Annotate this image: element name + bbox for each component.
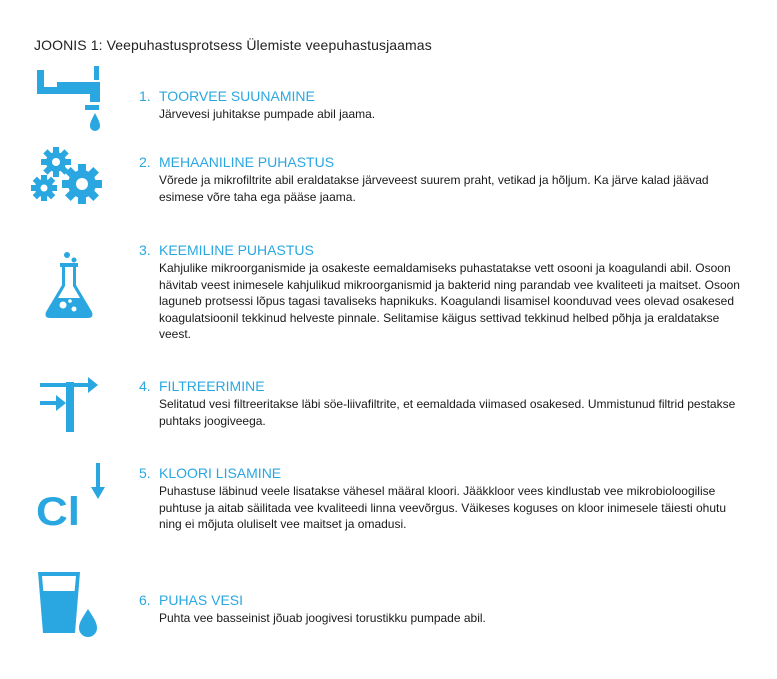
water-glass-icon (30, 569, 110, 649)
step-1-title: TOORVEE SUUNAMINE (159, 88, 315, 104)
step-6-title: PUHAS VESI (159, 592, 244, 608)
step-6-text: Puhta vee basseinist jõuab joogivesi torustikku pumpade abil. (159, 611, 486, 625)
step-5-number: 5. (139, 465, 151, 481)
step-6-heading (139, 592, 243, 608)
faucet-icon (30, 66, 110, 146)
step-2-heading (139, 154, 334, 170)
step-3-text: Kahjulike mikroorganismide ja osakeste eemaldamiseks puhastatakse vett osooni ja koagulandi abil. Osoon hävitab veest inimesele kahjulikud mikroorganismid ja bakterid ning parandab vee kvaliteeti ja maitset. Osoon laguneb protsessi lõpus tagasi tavaliseks hapnikuks. Koagulandi lisamisel koonduvad vees olevad osakesed koagulatsioonil tekkinud helveste pinnale. Selitamise käigus settivad tekkinud helbed põhja ja eraldatakse veest. (159, 261, 740, 342)
step-6-number: 6. (139, 592, 151, 608)
step-4-heading (139, 378, 265, 394)
step-3-heading (139, 242, 314, 258)
step-2-title: MEHAANILINE PUHASTUS (159, 154, 335, 170)
chlorine-icon (30, 463, 110, 543)
gears-icon (30, 146, 110, 226)
step-2-number: 2. (139, 154, 151, 170)
step-5-heading (139, 465, 281, 481)
step-4-title: FILTREERIMINE (159, 378, 265, 394)
step-1-number: 1. (139, 88, 151, 104)
filter-icon (30, 374, 110, 454)
chlorine-symbol: Cl (36, 490, 80, 534)
figure-title: JOONIS 1: Veepuhastusprotsess Ülemiste veepuhastusjaamas (34, 37, 432, 53)
step-1-text: Järvevesi juhitakse pumpade abil jaama. (159, 107, 376, 121)
step-3-title: KEEMILINE PUHASTUS (159, 242, 314, 258)
step-5-title: KLOORI LISAMINE (159, 465, 282, 481)
step-3-number: 3. (139, 242, 151, 258)
flask-icon (30, 252, 110, 332)
step-1-heading (139, 88, 315, 104)
step-2-text: Võrede ja mikrofiltrite abil eraldatakse järveveest suurem praht, vetikad ja hõljum. Ka järve kalad jäävad esimese võre taha ega pääse jaama. (159, 173, 709, 204)
step-4-text: Selitatud vesi filtreeritakse läbi söe-liivafiltrite, et eemaldada viimased osakesed. Ummistunud filtrid pestakse puhtaks joogiveega. (159, 397, 736, 428)
step-5-text: Puhastuse läbinud veele lisatakse vähesel määral kloori. Jääkkloor vees kindlustab vee mikrobioloogilise puhtuse ja aitab säilitada vee kvaliteedi linna veevõrgus. Väikeses koguses on kloor inimesele täiesti ohutu ning ei mõjuta oluliselt vee maitset ja omadusi. (159, 484, 727, 532)
step-4-number: 4. (139, 378, 151, 394)
